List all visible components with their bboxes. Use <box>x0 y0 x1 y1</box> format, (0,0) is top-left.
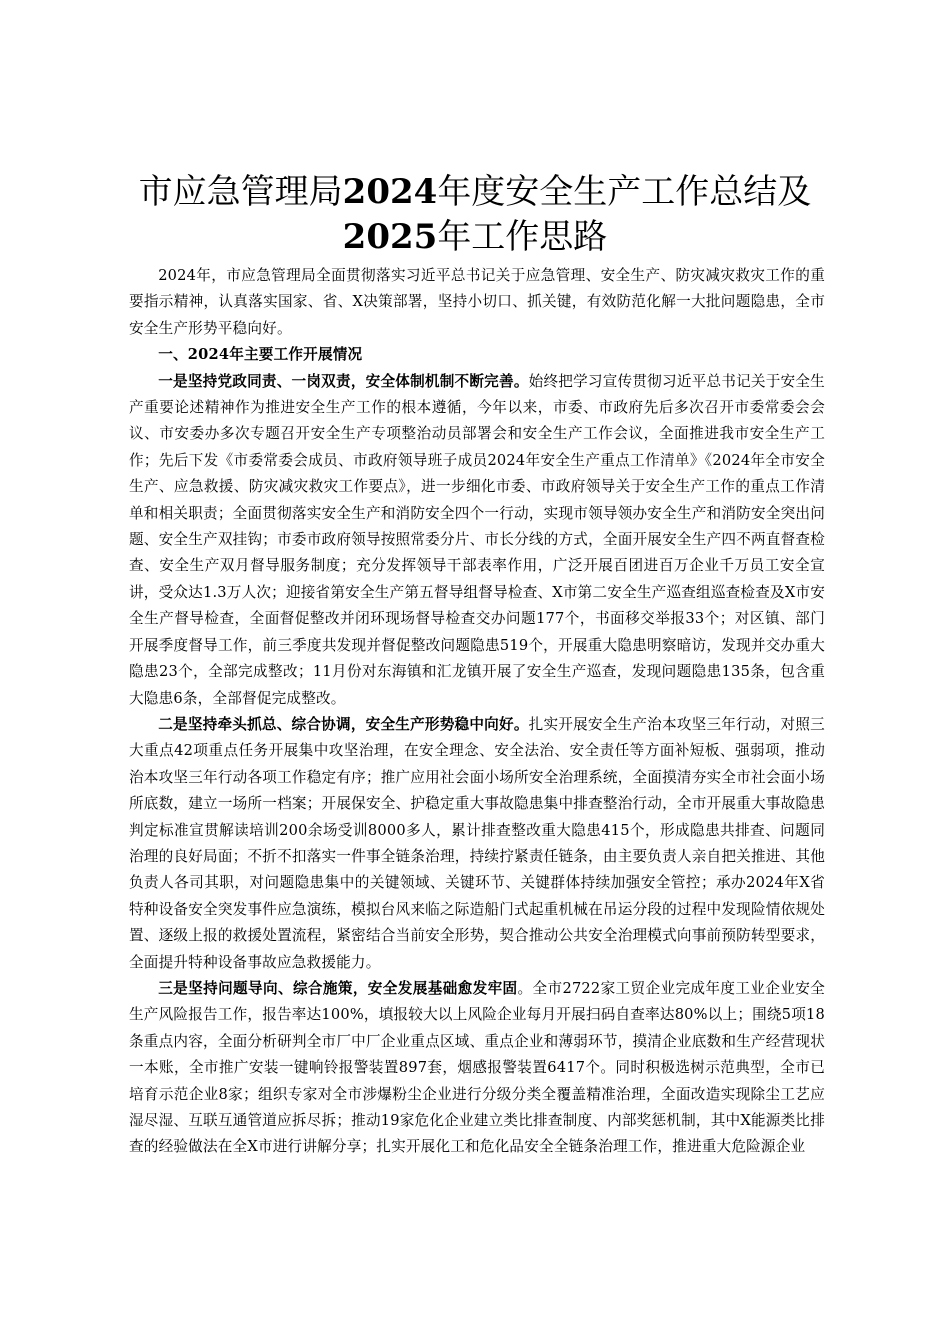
title-part: 年度安全生产工作总结及 <box>437 172 812 212</box>
intro-paragraph: 2024年，市应急管理局全面贯彻落实习近平总书记关于应急管理、安全生产、防灾减灾救灾工作的重要指示精神，认真落实国家、省、X决策部署，坚持小切口、抓关键，有效防范化解一大批问题隐患，全市安全生产形势平稳向好。 <box>129 267 825 337</box>
title-year: 2024 <box>342 172 438 212</box>
body-paragraph <box>129 976 825 1161</box>
document-title-line-1 <box>100 170 850 214</box>
title-year: 2025 <box>342 217 438 257</box>
paragraph-text: 扎实开展安全生产治本攻坚三年行动，对照三大重点42项重点任务开展集中攻坚治理，在安全理念、安全法治、安全责任等方面补短板、强弱项，推动治本攻坚三年行动各项工作稳定有序；推广应用社会面小场所安全治理系统，全面摸清夯实全市社会面小场所底数，建立一场所一档案；开展保安全、护稳定重大事故隐患集中排查整治行动，全市开展重大事故隐患判定标准宣贯解读培训200余场受训8000多人，累计排查整改重大隐患415个，形成隐患共排查、问题同治理的良好局面；不折不扣落实一件事全链条治理，持续拧紧责任链条，由主要负责人亲自把关推进、其他负责人各司其职，对问题隐患集中的关键领域、关键环节、关键群体持续加强安全管控；承办2024年X省特种设备安全突发事件应急演练，模拟台风来临之际造船门式起重机械在吊运分段的过程中发现险情依规处置、逐级上报的救援处置流程，紧密结合当前安全形势，契合推动公共安全治理模式向事前预防转型要求，全面提升特种设备事故应急救援能力。 <box>129 715 825 971</box>
paragraph-text: 。全市2722家工贸企业完成年度工业企业安全生产风险报告工作，报告率达100%，填报较大以上风险企业每月开展扫码自查率达80%以上；围绕5项18条重点内容，全面分析研判全市厂中厂企业重点区域、重点企业和薄弱环节，摸清企业底数和生产经营现状一本账，全市推广安装一键响铃报警装置897套，烟感报警装置6417个。同时积极选树示范典型，全市已培育示范企业8家；组织专家对全市涉爆粉尘企业进行分级分类全覆盖精准治理，全面改造实现除尘工艺应湿尽湿、互联互通管道应拆尽拆；推动19家危化企业建立类比排查制度、内部奖惩机制，其中X能源类比排查的经验做法在全X市进行讲解分享；扎实开展化工和危化品安全全链条治理工作，推进重大危险源企业 <box>129 979 825 1156</box>
section-heading: 一、2024年主要工作开展情况 <box>158 346 363 364</box>
body-paragraph <box>129 712 825 976</box>
paragraph-lead: 一是坚持党政同责、一岗双责，安全体制机制不断完善。 <box>158 372 529 390</box>
paragraph-text: 始终把学习宣传贯彻习近平总书记关于安全生产重要论述精神作为推进安全生产工作的根本遵循，今年以来，市委、市政府先后多次召开市委常委会会议、市安委办多次专题召开安全生产专项整治动员部署会和安全生产工作会议，全面推进我市安全生产工作；先后下发《市委常委会成员、市政府领导班子成员2024年安全生产重点工作清单》《2024年全市安全生产、应急救援、防灾减灾救灾工作要点》，进一步细化市委、市政府领导关于安全生产工作的重点工作清单和相关职责；全面贯彻落实安全生产和消防安全四个一行动，实现市领导领办安全生产和消防安全突出问题、安全生产双挂钩；市委市政府领导按照常委分片、市长分线的方式，全面开展安全生产四不两直督查检查、安全生产双月督导服务制度；充分发挥领导干部表率作用，广泛开展百团进百万企业千万员工安全宣讲，受众达1.3万人次；迎接省第安全生产第五督导组督导检查、X市第二安全生产巡查组巡查检查及X市安全生产督导检查，全面督促整改并闭环现场督导检查交办问题177个，书面移交举报33个；对区镇、部门开展季度督导工作，前三季度共发现并督促整改问题隐患519个，开展重大隐患明察暗访，发现并交办重大隐患23个，全部完成整改；11月份对东海镇和汇龙镇开展了安全生产巡查，发现问题隐患135条，包含重大隐患6条，全部督促完成整改。 <box>129 372 825 707</box>
body-paragraph <box>129 369 825 712</box>
document-body <box>129 263 825 1161</box>
paragraph-lead: 三是坚持问题导向、综合施策，安全发展基础愈发牢固 <box>158 979 518 997</box>
paragraph-lead: 二是坚持牵头抓总、综合协调，安全生产形势稳中向好。 <box>158 715 529 733</box>
document-title-line-2 <box>100 215 850 259</box>
title-part: 年工作思路 <box>437 217 608 257</box>
title-part: 市应急管理局 <box>138 172 343 212</box>
